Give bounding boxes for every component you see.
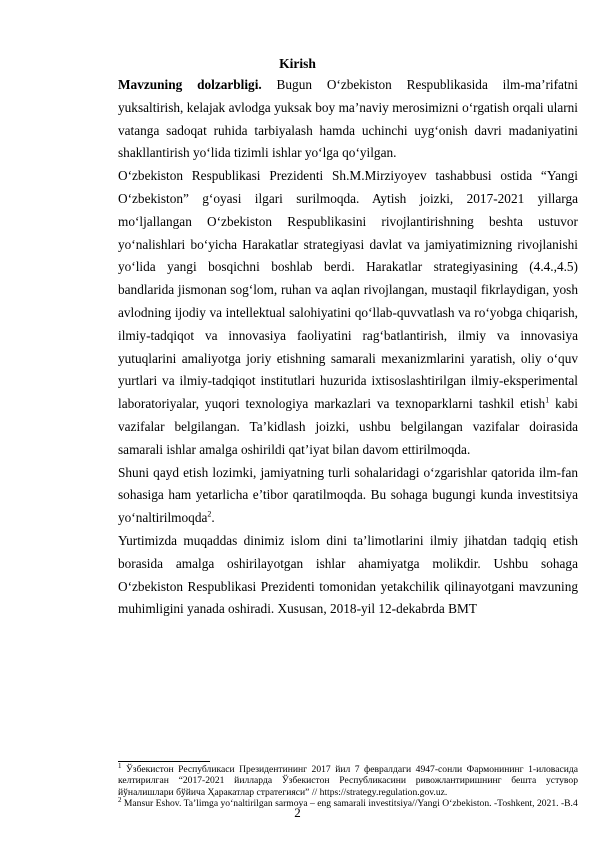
footnote-divider <box>118 761 210 762</box>
footnote-1 <box>118 761 578 798</box>
page-number: 2 <box>294 805 301 820</box>
paragraph-text: kabi vazifalar belgilangan. Ta’kidlash joizki, ushbu belgilangan vazifalar doirasida samarali ishlar amalga oshirildi qat’iyat bilan davom ettirilmoqda. <box>118 396 578 457</box>
footnotes <box>118 761 578 809</box>
footnote-reference[interactable]: 2 <box>207 509 212 519</box>
footnote-text: Ўзбекистон Республикаси Президентининг 2017 йил 7 февралдаги 4947-сонли Фармонининг 1-иловасида келтирилган “2017-2021 йилларда Ўзбекистон Республикасини ривожлантиришнинг бешта устувор йўналишлари бўйича Ҳаракатлар стратегияси” // https://strategy.regulation.gov.uz. <box>118 764 578 798</box>
footnote-reference[interactable]: 1 <box>545 395 550 405</box>
footnote-mark: 2 <box>118 795 122 804</box>
paragraph-islam-research <box>110 530 578 621</box>
paragraph-text: Bugun O‘zbekiston Respublikasida ilm-ma’rifatni yuksaltirish, kelajak avlodga yuksak boy ma’naviy merosimizni o‘rgatish orqali ularni vatanga sadoqat ruhida tarbiyalash hamda uchinchi uyg‘onish davri madaniyatini shakllantirish yo‘lida tizimli ishlar yo‘lga qo‘yilgan. <box>118 77 578 161</box>
footnote-mark: 1 <box>118 761 122 770</box>
paragraph-investment <box>110 462 578 530</box>
paragraph-text: O‘zbekiston Respublikasi Prezidenti Sh.M.Mirziyoyev tashabbusi ostida “Yangi O‘zbekiston” g‘oyasi ilgari surilmoqda. Aytish joizki, 2017-2021 yillarga mo‘ljallangan O‘zbekiston Respublikasini rivojlantirishning beshta ustuvor yo‘nalishlari bo‘yicha Harakatlar strategiyasi davlat va jamiyatimizning rivojlanishi yo‘lida yangi bosqichni boshlab berdi. Harakatlar strategiyasining (4.4.,4.5) bandlarida jismonan sog‘lom, ruhan va aqlan rivojlangan, mustaqil fikrlaydigan, yosh avlodning ijodiy va intellektual salohiyatini qo‘llab-quvvatlash va ro‘yobga chiqarish, ilmiy-tadqiqot va innovasiya faoliyatini rag‘batlantirish, ilmiy va innovasiya yutuqlarini amaliyotga joriy etishning samarali mexanizmlarini yaratish, oliy o‘quv yurtlari va ilmiy-tadqiqot institutlari huzurida ixtisoslashtirilgan ilmiy-eksperimental laboratoriyalar, yuqori texnologiya markazlari va texnoparklarni tashkil etish <box>118 168 578 412</box>
footnote-text: Mansur Eshov. Ta’limga yo‘naltirilgan sarmoya – eng samarali investitsiya//Yangi O‘zbekiston. -Toshkent, 2021. -B.4 <box>121 797 578 809</box>
body-text <box>118 74 578 621</box>
section-heading: Kirish <box>279 56 316 71</box>
paragraph-strategy <box>110 165 578 461</box>
paragraph-text: Yurtimizda muqaddas dinimiz islom dini ta’limotlarini ilmiy jihatdan tadqiq etish borasida amalga oshirilayotgan ishlar ahamiyatga molikdir. Ushbu sohaga O‘zbekiston Respublikasi Prezidenti tomonidan yetakchilik qilinayotgani mavzuning muhimligini yanada oshiradi. Xususan, 2018-yil 12-dekabrda BMT <box>118 532 578 617</box>
paragraph-text: . <box>211 510 215 526</box>
paragraph-text: Shuni qayd etish lozimki, jamiyatning turli sohalaridagi o‘zgarishlar qatorida ilm-fan sohasiga ham yetarlicha e’tibor qaratilmoqda. Bu sohaga bugungi kunda investitsiya yo‘naltirilmoqda <box>118 464 578 526</box>
paragraph-lead: Mavzuning dolzarbligi. <box>118 77 262 92</box>
paragraph-relevance <box>110 74 578 165</box>
